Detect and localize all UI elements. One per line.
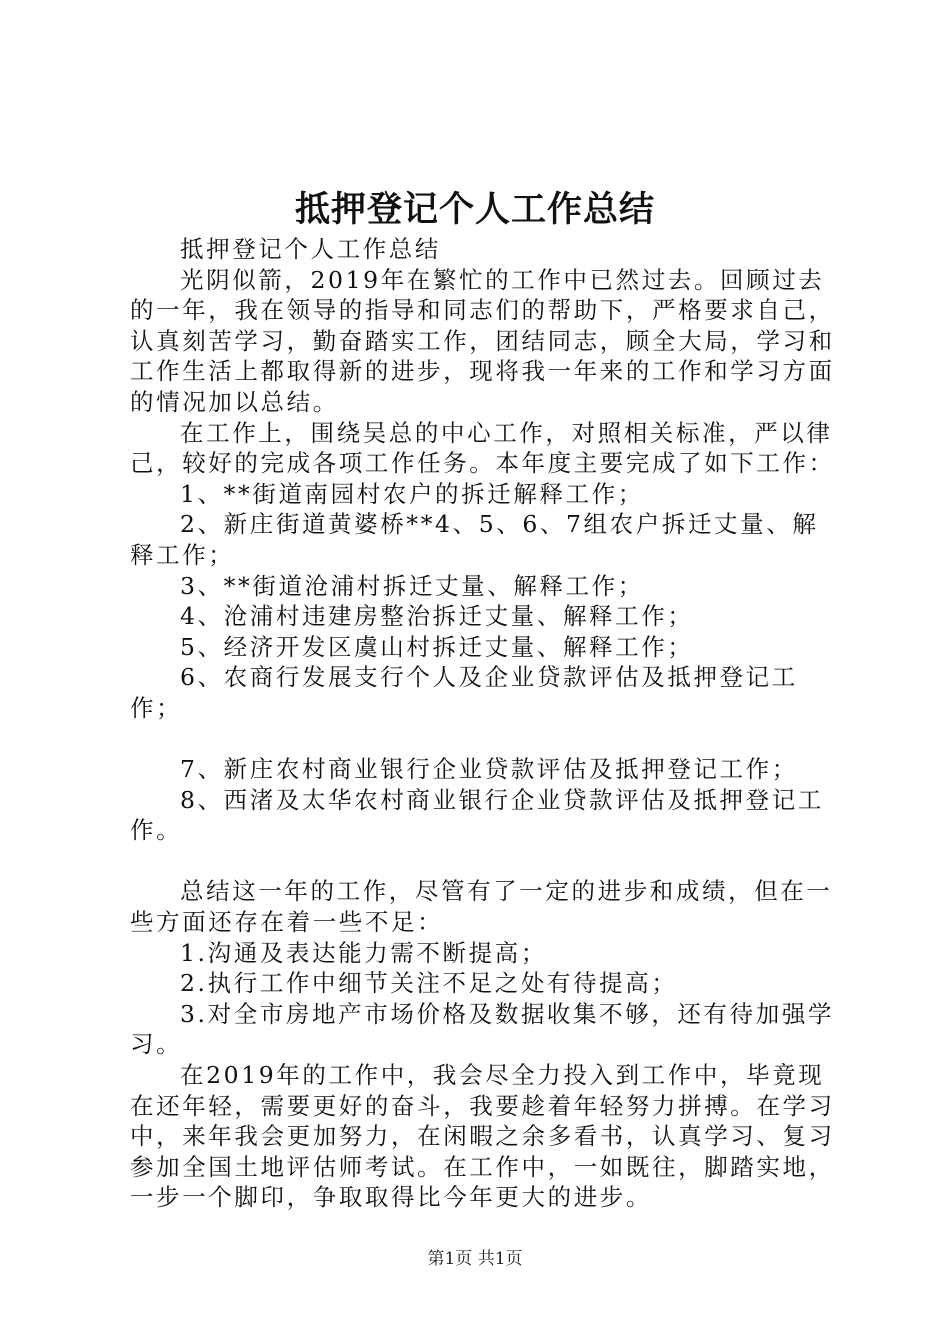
list-item-shortcoming-2: 2.执行工作中细节关注不足之处有待提高； — [180, 969, 678, 998]
document-body — [130, 234, 836, 1213]
list-item-shortcoming-3: 3.对全市房地产市场价格及数据收集不够，还有待加强学习。 — [130, 999, 835, 1059]
document-title: 抵押登记个人工作总结 — [294, 190, 655, 230]
paragraph-intro: 光阴似箭，2019年在繁忙的工作中已然过去。回顾过去的一年，我在领导的指导和同志们的帮助下，严格要求自己，认真刻苦学习，勤奋踏实工作，团结同志，顾全大局，学习和工作生活上都取得新的进步，现将我一年来的工作和学习方面的情况加以总结。 — [130, 265, 835, 416]
list-item-work-7: 7、新庄农村商业银行企业贷款评估及抵押登记工作； — [180, 755, 798, 784]
paragraph-subtitle: 抵押登记个人工作总结 — [180, 235, 441, 263]
paragraph-work-overview: 在工作上，围绕吴总的中心工作，对照相关标准，严以律己，较好的完成各项工作任务。本年度主要完成了如下工作： — [130, 418, 835, 478]
list-item-work-1: 1、**街道南园村农户的拆迁解释工作； — [180, 479, 644, 508]
list-item-work-4: 4、沧浦村违建房整治拆迁丈量、解释工作； — [180, 602, 694, 631]
paragraph-shortcomings: 总结这一年的工作，尽管有了一定的进步和成绩，但在一些方面还存在着一些不足： — [130, 877, 833, 937]
paragraph-outlook: 在2019年的工作中，我会尽全力投入到工作中，毕竟现在还年轻，需要更好的奋斗，我要趁着年轻努力拼搏。在学习中，来年我会更加努力，在闲暇之余多看书，认真学习、复习参加全国土地评估师考试。在工作中，一如既往，脚踏实地，一步一个脚印，争取取得比今年更大的进步。 — [130, 1061, 835, 1212]
list-item-shortcoming-1: 1.沟通及表达能力需不断提高； — [180, 938, 547, 967]
list-item-work-5: 5、经济开发区虞山村拆迁丈量、解释工作； — [180, 632, 694, 661]
list-item-work-6: 6、农商行发展支行个人及企业贷款评估及抵押登记工作； — [130, 663, 798, 722]
list-item-work-2: 2、新庄街道黄婆桥**4、5、6、7组农户拆迁丈量、解释工作； — [130, 510, 819, 569]
list-item-work-8: 8、西渚及太华农村商业银行企业贷款评估及抵押登记工作。 — [130, 785, 824, 845]
list-item-work-3: 3、**街道沧浦村拆迁丈量、解释工作； — [180, 571, 644, 600]
page-footer: 第1页 共1页 — [427, 1249, 523, 1269]
